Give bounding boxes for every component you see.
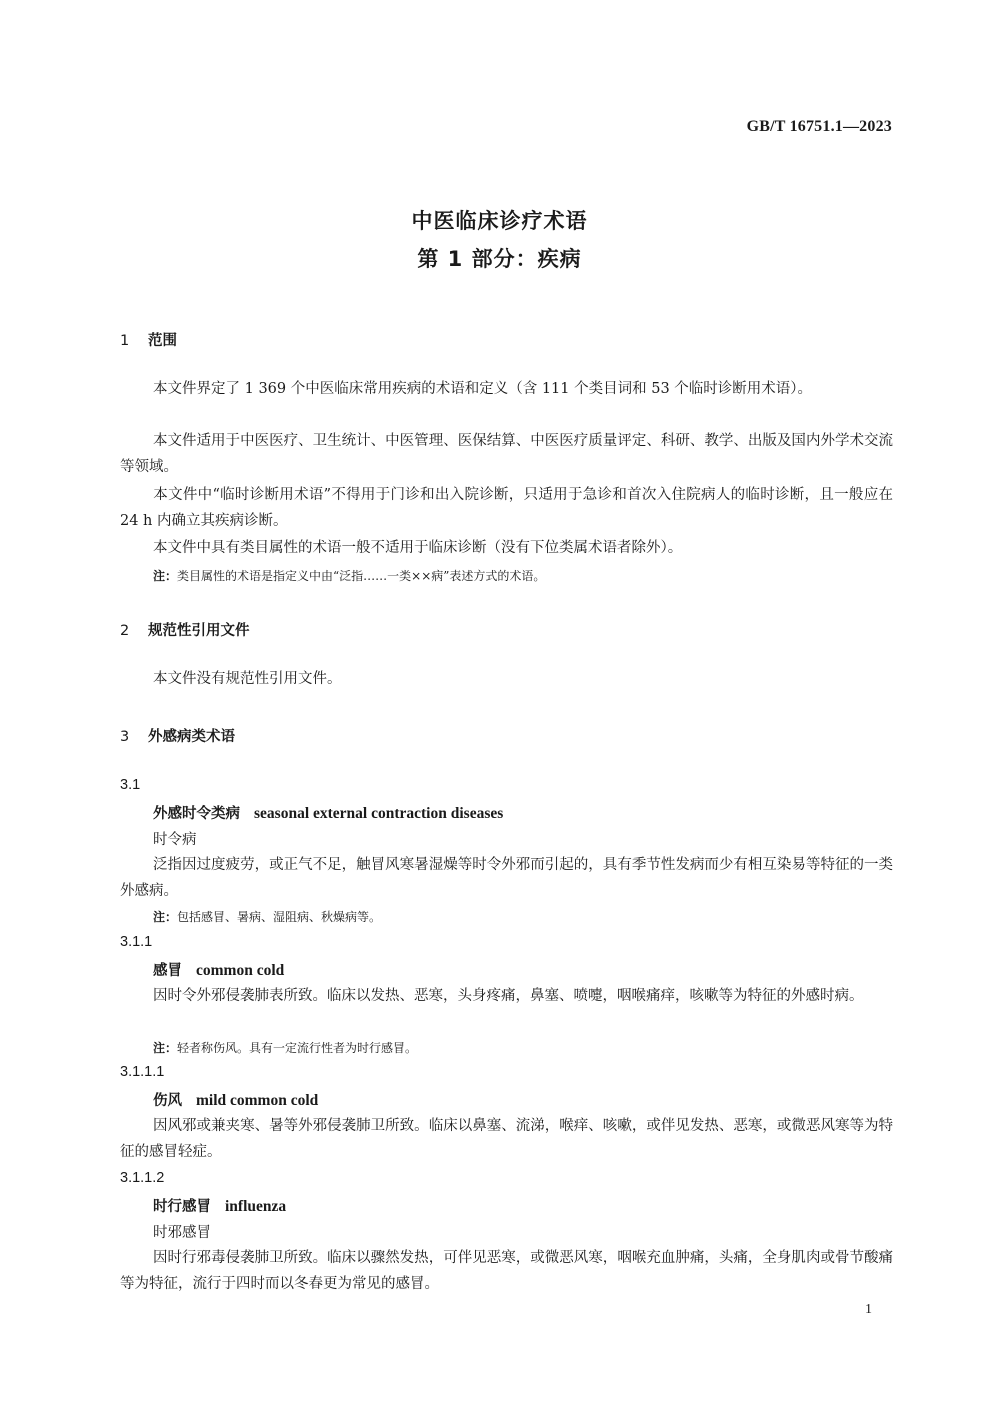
definition-text: 因时行邪毒侵袭肺卫所致。临床以骤然发热，可伴见恶寒，或微恶风寒，咽喉充血肿痛，头痛，全身肌肉或骨节酸痛等为特征，流行于四时而以冬春更为常见的感冒。 <box>120 1250 893 1292</box>
note-text: 包括感冒、暑病、湿阻病、秋燥病等。 <box>177 910 382 924</box>
term-entry <box>153 1195 286 1216</box>
paragraph-text: 本文件中“临时诊断用术语”不得用于门诊和出入院诊断，只适用于急诊和首次入住院病人的临时诊断，且一般应在 24 h 内确立其疾病诊断。 <box>120 487 893 529</box>
definition <box>120 1113 893 1165</box>
term-chinese: 时行感冒 <box>153 1198 211 1215</box>
term-chinese: 伤风 <box>153 1092 182 1109</box>
term-chinese: 外感时令类病 <box>153 805 240 822</box>
term-synonym: 时令病 <box>153 832 197 848</box>
definition <box>120 983 893 1009</box>
note-text: 轻者称伤风。具有一定流行性者为时行感冒。 <box>177 1041 418 1055</box>
definition-text: 因风邪或兼夹寒、暑等外邪侵袭肺卫所致。临床以鼻塞、流涕，喉痒、咳嗽，或伴见发热、恶寒，或微恶风寒等为特征的感冒轻症。 <box>120 1118 893 1160</box>
note-label: 注： <box>153 910 178 924</box>
note-text: 类目属性的术语是指定义中由“泛指……一类××病”表述方式的术语。 <box>177 569 546 583</box>
document-title: 中医临床诊疗术语 <box>411 209 588 233</box>
term-english: mild common cold <box>196 1092 319 1109</box>
note-label: 注： <box>153 569 178 583</box>
term-english: seasonal external contraction diseases <box>254 805 504 822</box>
clause-number: 3.1.1.1 <box>120 1064 165 1080</box>
paragraph <box>120 535 893 561</box>
section-title: 规范性引用文件 <box>148 623 250 639</box>
clause-number: 3.1.1.2 <box>120 1170 165 1186</box>
definition <box>120 1245 893 1297</box>
section-number: 2 <box>120 623 130 639</box>
section-heading-normative-references <box>120 619 250 640</box>
clause-number: 3.1.1 <box>120 934 153 950</box>
section-title: 外感病类术语 <box>148 729 235 745</box>
paragraph-text: 本文件中具有类目属性的术语一般不适用于临床诊断（没有下位类属术语者除外）。 <box>153 540 683 556</box>
paragraph <box>120 376 893 402</box>
definition-text: 因时令外邪侵袭肺表所致。临床以发热、恶寒，头身疼痛，鼻塞、喷嚏，咽喉痛痒，咳嗽等为特征的外感时病。 <box>153 988 864 1004</box>
note <box>153 1039 417 1056</box>
document-subtitle: 第 1 部分：疾病 <box>417 247 582 271</box>
term-chinese: 感冒 <box>153 962 182 979</box>
term-english: influenza <box>225 1198 287 1215</box>
standard-number: GB/T 16751.1—2023 <box>746 118 892 135</box>
term-entry <box>153 1089 318 1110</box>
paragraph <box>120 666 893 692</box>
definition-text: 泛指因过度疲劳，或正气不足，触冒风寒暑湿燥等时令外邪而引起的，具有季节性发病而少有相互染易等特征的一类外感病。 <box>120 857 893 899</box>
term-synonym: 时邪感冒 <box>153 1225 211 1241</box>
term-entry <box>153 802 503 823</box>
paragraph-text: 本文件界定了 1 369 个中医临床常用疾病的术语和定义（含 111 个类目词和 53 个临时诊断用术语）。 <box>153 381 813 397</box>
paragraph <box>120 482 893 534</box>
section-heading-scope <box>120 329 177 350</box>
note <box>153 908 381 925</box>
definition <box>120 852 893 904</box>
page-number: 1 <box>865 1302 872 1317</box>
section-number: 3 <box>120 729 130 745</box>
note <box>153 567 545 584</box>
term-english: common cold <box>196 962 285 979</box>
note-label: 注： <box>153 1041 178 1055</box>
section-heading-external-contraction <box>120 725 235 746</box>
paragraph-text: 本文件适用于中医医疗、卫生统计、中医管理、医保结算、中医医疗质量评定、科研、教学、出版及国内外学术交流等领域。 <box>120 433 893 475</box>
section-number: 1 <box>120 333 130 349</box>
paragraph-text: 本文件没有规范性引用文件。 <box>153 671 342 687</box>
section-title: 范围 <box>148 333 177 349</box>
term-entry <box>153 959 284 980</box>
clause-number: 3.1 <box>120 777 141 793</box>
paragraph <box>120 428 893 480</box>
